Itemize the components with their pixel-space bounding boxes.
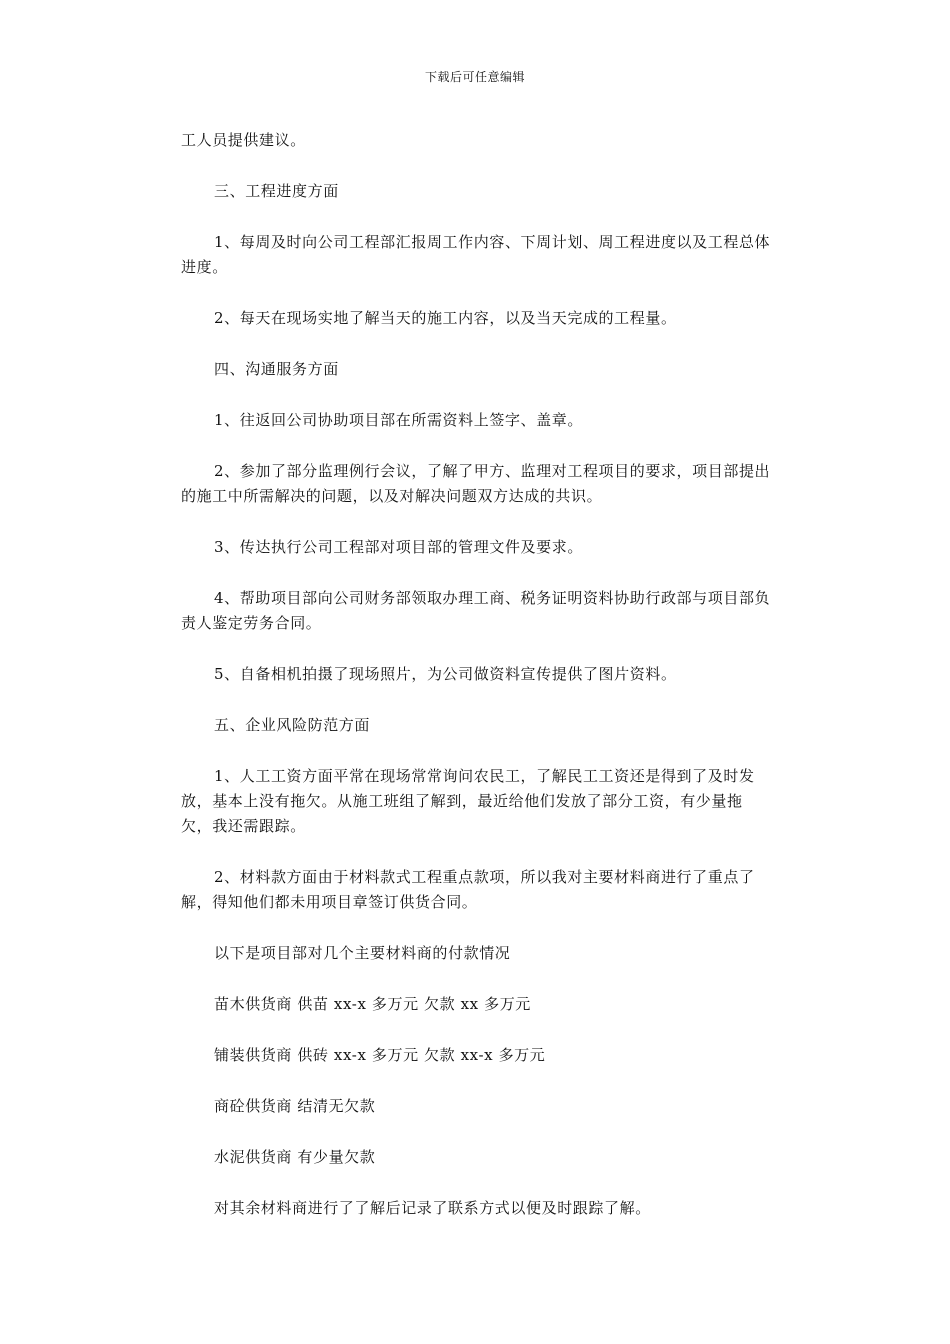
section-heading-risk: 五、企业风险防范方面 [214, 716, 371, 734]
supplier-line-paving: 铺装供货商 供砖 xx-x 多万元 欠款 xx-x 多万元 [214, 1046, 546, 1064]
supplier-line-nursery: 苗木供货商 供苗 xx-x 多万元 欠款 xx 多万元 [214, 995, 531, 1013]
supplier-line-concrete: 商砼供货商 结清无欠款 [214, 1097, 376, 1115]
paragraph-risk-item-2: 2、材料款方面由于材料款式工程重点款项，所以我对主要材料商进行了重点了解，得知他们都未用项目章签订供货合同。 [181, 868, 755, 911]
paragraph-schedule-item-1: 1、每周及时向公司工程部汇报周工作内容、下周计划、周工程进度以及工程总体进度。 [181, 233, 771, 276]
paragraph-communication-item-2: 2、参加了部分监理例行会议，了解了甲方、监理对工程项目的要求，项目部提出的施工中所需解决的问题，以及对解决问题双方达成的共识。 [181, 462, 771, 505]
paragraph-supplier-intro: 以下是项目部对几个主要材料商的付款情况 [214, 944, 511, 962]
paragraph-continuation: 工人员提供建议。 [181, 131, 306, 149]
paragraph-schedule-item-2: 2、每天在现场实地了解当天的施工内容，以及当天完成的工程量。 [214, 309, 677, 327]
paragraph-risk-item-1: 1、人工工资方面平常在现场常常询问农民工，了解民工工资还是得到了及时发放，基本上没有拖欠。从施工班组了解到，最近给他们发放了部分工资，有少量拖欠，我还需跟踪。 [181, 767, 755, 835]
paragraph-closing: 对其余材料商进行了了解后记录了联系方式以便及时跟踪了解。 [214, 1199, 651, 1217]
paragraph-communication-item-5: 5、自备相机拍摄了现场照片，为公司做资料宣传提供了图片资料。 [214, 665, 677, 683]
supplier-line-cement: 水泥供货商 有少量欠款 [214, 1148, 376, 1166]
paragraph-communication-item-4: 4、帮助项目部向公司财务部领取办理工商、税务证明资料协助行政部与项目部负责人鉴定劳务合同。 [181, 589, 771, 632]
document-body [181, 128, 771, 1247]
paragraph-communication-item-3: 3、传达执行公司工程部对项目部的管理文件及要求。 [214, 538, 583, 556]
paragraph-communication-item-1: 1、往返回公司协助项目部在所需资料上签字、盖章。 [214, 411, 583, 429]
page-header: 下载后可任意编辑 [424, 70, 525, 84]
section-heading-communication: 四、沟通服务方面 [214, 360, 339, 378]
section-heading-schedule: 三、工程进度方面 [214, 182, 339, 200]
